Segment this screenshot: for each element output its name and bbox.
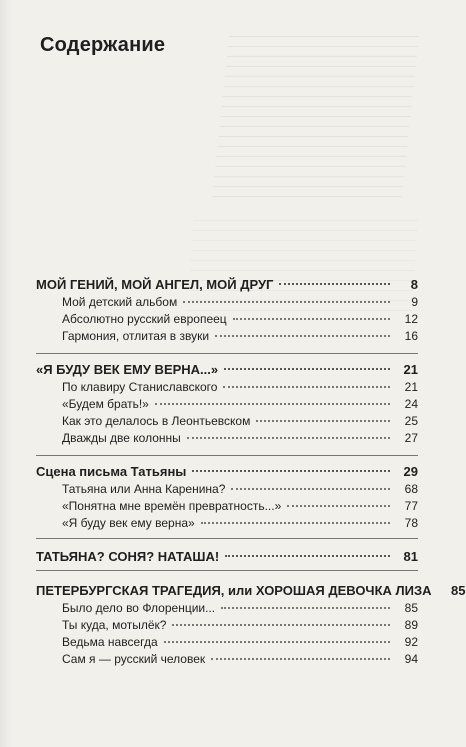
page-number: 24: [404, 397, 418, 411]
chapter-title: ПЕТЕРБУРГСКАЯ ТРАГЕДИЯ, или ХОРОШАЯ ДЕВОЧКА ЛИЗА: [36, 583, 432, 598]
page-number: 68: [404, 482, 418, 496]
dotted-leader: [256, 420, 390, 422]
toc-subitem-row: [36, 634, 418, 651]
toc-subitem-row: [36, 430, 418, 447]
dotted-leader: [192, 470, 390, 472]
subitem-title: «Я буду век ему верна»: [62, 516, 195, 530]
toc-chapter-row: [36, 361, 418, 379]
toc-section: [36, 361, 418, 447]
toc-section: [36, 463, 418, 532]
dotted-leader: [287, 505, 390, 507]
subitem-title: Ведьма навсегда: [62, 635, 158, 649]
toc-subitem-row: [36, 515, 418, 532]
dotted-leader: [233, 318, 390, 320]
dotted-leader: [187, 437, 390, 439]
toc-chapter-row: [36, 548, 418, 566]
toc-subitem-row: [36, 413, 418, 430]
toc-subitem-row: [36, 651, 418, 668]
subitem-title: По клавиру Станиславского: [62, 380, 218, 394]
subitem-title: Было дело во Флоренции...: [62, 601, 216, 615]
dotted-leader: [183, 301, 390, 303]
chapter-title: ТАТЬЯНА? СОНЯ? НАТАША!: [36, 549, 220, 564]
toc-section: [36, 276, 418, 345]
dotted-leader: [221, 607, 390, 609]
subitem-title: Сам я — русский человек: [62, 652, 206, 666]
subitem-title: Мой детский альбом: [62, 295, 178, 309]
dotted-leader: [172, 624, 390, 626]
section-divider: [36, 538, 418, 539]
subitem-title: Татьяна или Анна Каренина?: [62, 482, 226, 496]
toc-subitem-row: [36, 481, 418, 498]
toc-subitem-row: [36, 617, 418, 634]
page-number: 9: [411, 295, 418, 309]
dotted-leader: [211, 658, 390, 660]
page-number: 85: [451, 583, 466, 598]
section-divider: [36, 353, 418, 354]
page-number: 27: [404, 431, 418, 445]
dotted-leader: [215, 335, 390, 337]
toc-chapter-row: [36, 582, 466, 600]
dotted-leader: [231, 488, 390, 490]
subitem-title: «Понятна мне времён превратность...»: [62, 499, 282, 513]
subitem-title: Как это делалось в Леонтьевском: [62, 414, 251, 428]
dotted-leader: [279, 283, 390, 285]
page-number: 16: [404, 329, 418, 343]
dotted-leader: [164, 641, 390, 643]
dotted-leader: [225, 555, 390, 557]
page-number: 89: [404, 618, 418, 632]
chapter-title: Сцена письма Татьяны: [36, 464, 187, 479]
page-title: Содержание: [40, 34, 166, 56]
page-number: 21: [404, 380, 418, 394]
toc-chapter-row: [36, 276, 418, 294]
chapter-title: МОЙ ГЕНИЙ, МОЙ АНГЕЛ, МОЙ ДРУГ: [36, 277, 274, 292]
page-number: 81: [403, 549, 418, 564]
page-number: 85: [404, 601, 418, 615]
toc-section: [36, 548, 418, 566]
chapter-title: «Я БУДУ ВЕК ЕМУ ВЕРНА...»: [36, 362, 219, 377]
dotted-leader: [224, 368, 390, 370]
toc-subitem-row: [36, 311, 418, 328]
dotted-leader: [223, 386, 390, 388]
subitem-title: Гармония, отлитая в звуки: [62, 329, 210, 343]
page-number: 92: [404, 635, 418, 649]
toc-subitem-row: [36, 379, 418, 396]
subitem-title: Дважды две колонны: [62, 431, 181, 445]
page-number: 8: [410, 277, 418, 292]
page-number: 12: [404, 312, 418, 326]
toc-subitem-row: [36, 328, 418, 345]
section-divider: [36, 455, 418, 456]
page-number: 78: [404, 516, 418, 530]
subitem-title: Ты куда, мотылёк?: [62, 618, 167, 632]
page-number: 94: [404, 652, 418, 666]
table-of-contents: [36, 276, 466, 668]
page-number: 29: [403, 464, 418, 479]
subitem-title: «Будем брать!»: [62, 397, 149, 411]
toc-chapter-row: [36, 463, 418, 481]
dotted-leader: [155, 403, 390, 405]
dotted-leader: [201, 522, 390, 524]
toc-section: [36, 582, 466, 668]
toc-subitem-row: [36, 294, 418, 311]
subitem-title: Абсолютно русский европеец: [62, 312, 227, 326]
section-divider: [36, 570, 418, 571]
show-through-text: [211, 36, 419, 206]
toc-subitem-row: [36, 396, 418, 413]
page-number: 77: [404, 499, 418, 513]
toc-subitem-row: [36, 600, 418, 617]
toc-subitem-row: [36, 498, 418, 515]
page-number: 25: [404, 414, 418, 428]
page-number: 21: [403, 362, 418, 377]
